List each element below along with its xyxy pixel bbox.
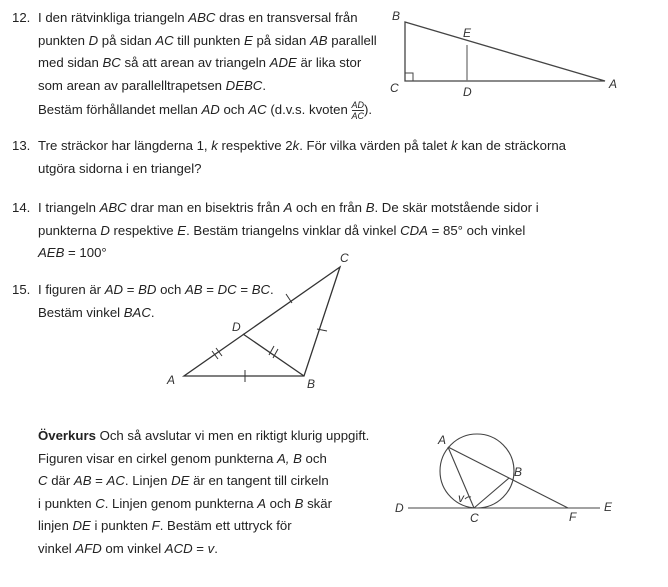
math-variable: AB	[185, 282, 203, 297]
text-segment: dras en transversal från	[215, 10, 358, 25]
problem-number: 14.	[12, 200, 31, 215]
text-segment: . Linjen genom punkterna	[104, 495, 258, 511]
text-segment: och	[266, 495, 295, 511]
math-variable: A	[283, 200, 293, 215]
text-segment: och	[301, 450, 327, 466]
text-segment: . För vilka värden på talet	[299, 138, 451, 153]
math-variable: k	[450, 138, 458, 153]
text-segment: skär	[303, 495, 332, 511]
math-variable: BC	[251, 282, 271, 297]
fraction-denominator: AC	[351, 111, 365, 121]
text-segment: punkterna	[38, 222, 101, 238]
figure-overkurs-circle	[408, 434, 600, 508]
text-segment: är en tangent till cirkeln	[189, 473, 329, 488]
math-variable: k	[292, 138, 300, 153]
text-segment: .	[270, 282, 274, 297]
math-variable: AB	[73, 473, 92, 488]
math-variable: AFD	[75, 540, 102, 556]
text-segment: vinkel	[38, 540, 76, 556]
math-variable: DC	[217, 282, 237, 297]
math-variable: AD	[104, 282, 124, 297]
fig12-label-b: B	[392, 9, 401, 23]
text-segment: . Linjen	[124, 473, 172, 488]
math-variable: F	[151, 518, 160, 533]
text-segment: . Bestäm ett uttryck för	[159, 518, 292, 533]
text-segment: =	[236, 282, 252, 297]
problem-number: 13.	[12, 138, 31, 153]
text-segment: = 85° och vinkel	[427, 222, 526, 238]
math-variable: E	[244, 32, 253, 48]
bold-text: Överkurs	[38, 428, 96, 443]
text-segment: och	[219, 101, 249, 117]
math-variable: CDA	[400, 222, 428, 238]
math-variable: k	[211, 138, 218, 153]
math-variable: B	[365, 200, 375, 215]
math-variable: BAC	[123, 304, 151, 320]
text-segment: .	[262, 77, 266, 93]
fig12-label-e: E	[463, 26, 472, 40]
fig12-label-d: D	[463, 85, 472, 99]
math-variable: AB	[310, 32, 328, 48]
text-segment: så att arean av triangeln	[120, 55, 270, 70]
math-variable: v	[207, 540, 215, 556]
math-variable: AC	[155, 32, 174, 48]
text-segment: Tre sträckor har längderna 1,	[38, 138, 212, 153]
math-variable: AC	[106, 473, 125, 488]
text-segment: på sidan	[98, 32, 156, 48]
math-variable: AC	[248, 101, 267, 117]
text-segment: =	[202, 282, 218, 297]
math-variable: ACD	[164, 540, 193, 556]
text-segment: där	[47, 473, 74, 488]
math-variable: E	[177, 222, 187, 238]
text-segment: och en från	[292, 200, 366, 215]
text-segment: Bestäm förhållandet mellan	[38, 101, 202, 117]
math-variable: BC	[102, 55, 121, 70]
text-segment: Figuren visar en cirkel genom punkterna	[38, 450, 277, 466]
fig-ok-label-c: C	[470, 511, 479, 525]
text-segment: (d.v.s. kvoten	[266, 101, 352, 117]
fig15-label-a: A	[167, 373, 176, 387]
math-variable: ADE	[269, 55, 297, 70]
math-variable: DEBC	[225, 77, 263, 93]
math-variable: ABC	[188, 10, 216, 25]
text-segment: som arean av parallelltrapetsen	[38, 77, 226, 93]
text-segment: utgöra sidorna i en triangel?	[38, 160, 202, 176]
text-segment: i punkten	[90, 518, 152, 533]
text-segment: linjen	[38, 518, 73, 533]
text-segment: .	[214, 540, 218, 556]
text-segment: Bestäm vinkel	[38, 304, 124, 320]
text-segment: I triangeln	[38, 200, 100, 215]
text-segment: =	[91, 473, 107, 488]
text-segment: respektive	[109, 222, 178, 238]
text-segment: . Bestäm triangelns vinklar då vinkel	[186, 222, 401, 238]
math-variable: C	[38, 473, 48, 488]
math-variable: DE	[72, 518, 91, 533]
text-segment: =	[192, 540, 208, 556]
text-segment: drar man en bisektris från	[126, 200, 284, 215]
text-segment: =	[123, 282, 139, 297]
figure-15-triangle	[184, 267, 340, 382]
math-variable: BD	[138, 282, 157, 297]
math-variable: DE	[171, 473, 190, 488]
text-segment: I figuren är	[38, 282, 105, 297]
fig-ok-label-b: B	[514, 465, 523, 479]
problem-number: 12.	[12, 10, 31, 25]
fraction-numerator: AD	[351, 100, 365, 110]
fig12-label-c: C	[390, 81, 399, 95]
fig-ok-label-e: E	[604, 500, 613, 514]
text-segment: I den rätvinkliga triangeln	[38, 10, 189, 25]
math-variable: D	[100, 222, 110, 238]
fig12-label-a: A	[609, 77, 618, 91]
text-segment: på sidan	[252, 32, 310, 48]
math-variable: C	[95, 495, 105, 511]
text-segment: . De skär motstående sidor i	[374, 200, 539, 215]
fig-ok-label-v: v	[458, 491, 464, 505]
text-segment: om vinkel	[101, 540, 165, 556]
math-variable: AEB	[38, 245, 65, 260]
text-segment: parallell	[327, 32, 377, 48]
fig15-label-b: B	[307, 377, 316, 391]
text-segment: kan de sträckorna	[457, 138, 567, 153]
text-segment: och	[156, 282, 185, 297]
text-segment: respektive 2	[217, 138, 293, 153]
fig-ok-label-d: D	[395, 501, 404, 515]
text-segment: ).	[364, 101, 373, 117]
fig-ok-label-a: A	[438, 433, 447, 447]
math-variable: A	[257, 495, 267, 511]
math-variable: A, B	[276, 450, 302, 466]
text-segment: i punkten	[38, 495, 96, 511]
figure-12-triangle	[405, 22, 605, 81]
text-segment: till punkten	[173, 32, 245, 48]
text-segment: med sidan	[38, 55, 103, 70]
fig-ok-label-f: F	[569, 510, 577, 524]
text-segment: är lika stor	[296, 55, 362, 70]
text-segment: .	[150, 304, 155, 320]
math-variable: AD	[201, 101, 220, 117]
fig15-label-d: D	[232, 320, 241, 334]
text-segment: = 100°	[64, 245, 107, 260]
math-variable: B	[294, 495, 304, 511]
text-segment: punkten	[38, 32, 89, 48]
text-segment: Och så avslutar vi men en riktigt klurig uppgift.	[95, 428, 370, 443]
fig15-label-c: C	[340, 251, 349, 265]
math-variable: D	[88, 32, 99, 48]
math-variable: ABC	[99, 200, 127, 215]
problem-number: 15.	[12, 282, 31, 297]
